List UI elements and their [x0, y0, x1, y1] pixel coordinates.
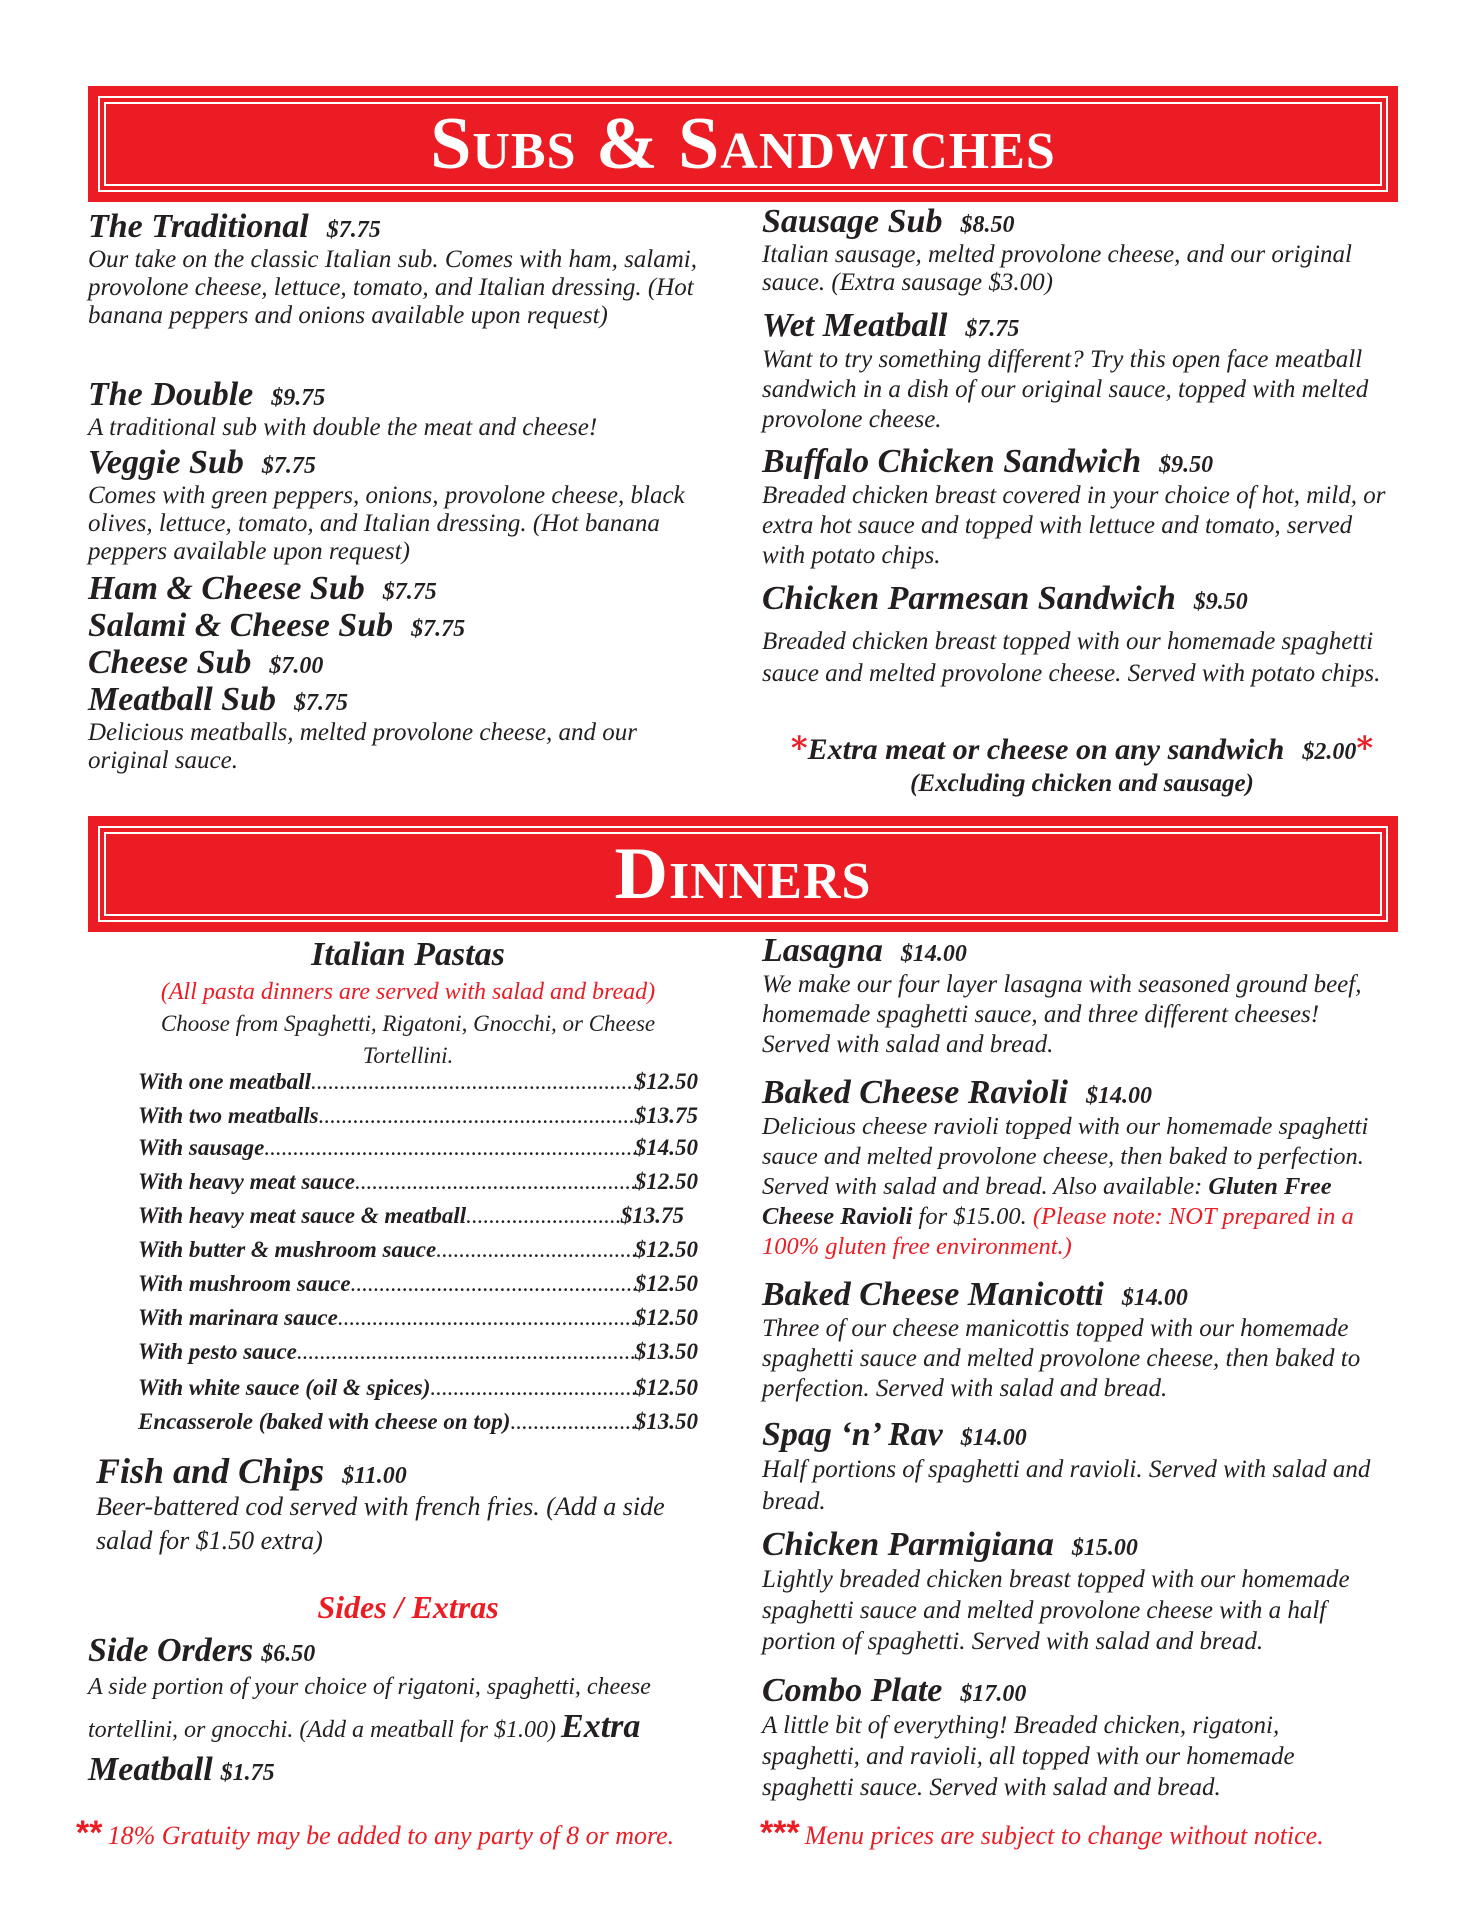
prices-note: Menu prices are subject to change without notice. — [804, 1821, 1324, 1850]
gluten-free-label: Gluten Free Cheese Ravioli — [762, 1173, 1332, 1230]
item-description: Our take on the classic Italian sub. Comes with ham, salami, provolone cheese, lettuce, tomato, and Italian dressing. (Hot banana peppers and onions available upon request) — [88, 246, 697, 329]
extra-meatball-name: Extra Meatball — [88, 1708, 641, 1788]
item-price: $11.00 — [342, 1463, 407, 1489]
sides-heading-text: Sides / Extras — [317, 1589, 499, 1625]
item-name: Chicken Parmesan Sandwich — [762, 580, 1176, 617]
dinners-banner — [88, 816, 1398, 932]
item-name: Baked Cheese Ravioli — [762, 1074, 1068, 1111]
sides-heading — [128, 1588, 688, 1626]
item-description: Want to try something different? Try this open face meatball sandwich in a dish of our original sauce, topped with melted provolone cheese. — [762, 346, 1369, 433]
menu-item — [762, 1526, 1402, 1657]
item-description: Comes with green peppers, onions, provolone cheese, black olives, lettuce, tomato, and Italian dressing. (Hot banana peppers available upon request) — [88, 482, 685, 565]
footer-left — [76, 1814, 674, 1853]
menu-item — [762, 203, 1362, 297]
item-description: A side portion of your choice of rigatoni, spaghetti, cheese tortellini, or gnocchi. (Add a meatball for $1.00) — [88, 1674, 651, 1743]
footer-right — [760, 1814, 1324, 1853]
list-item: With sausage ..... $14.50 — [138, 1134, 698, 1162]
item-description: We make our four layer lasagna with seasoned ground beef, homemade spaghetti sauce, and three different cheeses! Served with salad and bread. — [762, 971, 1362, 1058]
menu-item — [88, 607, 465, 645]
item-name: Spag ‘n’ Rav — [762, 1416, 943, 1453]
gratuity-note: 18% Gratuity may be added to any party of 8 or more. — [107, 1821, 675, 1850]
item-name: Veggie Sub — [88, 444, 244, 481]
item-price: $7.75 — [382, 579, 437, 605]
menu-item — [762, 932, 1362, 1060]
menu-item — [88, 376, 728, 442]
subs-banner — [88, 86, 1398, 202]
item-price: $9.50 — [1159, 452, 1214, 478]
item-name: Meatball Sub — [88, 681, 276, 718]
item-name: Baked Cheese Manicotti — [762, 1276, 1104, 1313]
gluten-free-note: (Please note: NOT prepared in a 100% gluten free environment.) — [762, 1203, 1354, 1260]
list-item: With white sauce (oil & spices) ..... $12.50 — [138, 1374, 698, 1402]
item-price: $6.50 — [261, 1641, 316, 1667]
item-price: $8.50 — [960, 212, 1015, 238]
item-price: $14.00 — [1085, 1083, 1152, 1109]
list-item: With butter & mushroom sauce ..... $12.50 — [138, 1236, 698, 1264]
subs-banner-title: Subs & Sandwiches — [430, 102, 1056, 185]
pastas-heading: Italian Pastas — [311, 936, 505, 973]
item-name: Combo Plate — [762, 1672, 943, 1709]
extra-note-price: $2.00 — [1302, 739, 1357, 765]
menu-item — [762, 1672, 1362, 1803]
pastas-choose: Choose from Spaghetti, Rigatoni, Gnocchi, or Cheese Tortellini. — [160, 1011, 656, 1068]
menu-item — [762, 307, 1372, 435]
item-name: Salami & Cheese Sub — [88, 607, 394, 644]
item-price: $7.75 — [261, 453, 316, 479]
item-description — [762, 1112, 1402, 1262]
ravioli-desc: Delicious cheese ravioli topped with our homemade spaghetti sauce and melted provolone cheese, then baked to perfection. Served with salad and bread. Also available: — [762, 1113, 1369, 1200]
item-description: Breaded chicken breast covered in your choice of hot, mild, or extra hot sauce and topped with lettuce and tomato, served with potato chips. — [762, 482, 1386, 569]
footer-stars: ** — [76, 1814, 103, 1852]
item-price: $7.75 — [965, 316, 1020, 342]
item-name: Sausage Sub — [762, 203, 943, 240]
gluten-free-price: for $15.00. — [918, 1203, 1027, 1230]
list-item: With pesto sauce ..... $13.50 — [138, 1338, 698, 1366]
item-name: Wet Meatball — [762, 307, 948, 344]
item-name: Chicken Parmigiana — [762, 1526, 1054, 1563]
item-price: $14.00 — [1121, 1285, 1188, 1311]
item-name: Cheese Sub — [88, 644, 252, 681]
item-description: Beer-battered cod served with french fries. (Add a side salad for $1.50 extra) — [96, 1492, 665, 1555]
menu-item — [88, 681, 708, 775]
menu-item — [762, 1416, 1382, 1518]
extra-meat-note — [762, 729, 1402, 799]
star-icon: * — [790, 729, 808, 767]
item-name: Side Orders — [88, 1632, 254, 1669]
item-description: Breaded chicken breast topped with our homemade spaghetti sauce and melted provolone cheese. Served with potato chips. — [762, 628, 1381, 687]
menu-item — [88, 570, 437, 608]
list-item: With heavy meat sauce ..... $12.50 — [138, 1168, 698, 1196]
menu-item — [762, 580, 1392, 690]
item-price: $15.00 — [1071, 1535, 1138, 1561]
list-item: With heavy meat sauce & meatball ..... $13.75 — [138, 1202, 684, 1230]
item-description: Italian sausage, melted provolone cheese, and our original sauce. (Extra sausage $3.00) — [762, 241, 1352, 296]
item-name: The Double — [88, 376, 254, 413]
pastas-note: (All pasta dinners are served with salad and bread) — [160, 979, 656, 1005]
item-price: $14.00 — [960, 1425, 1027, 1451]
menu-item — [762, 1276, 1382, 1404]
item-price: $9.75 — [271, 385, 326, 411]
item-price: $7.00 — [269, 653, 324, 679]
item-description: A little bit of everything! Breaded chicken, rigatoni, spaghetti, and ravioli, all topped with our homemade spaghetti sauce. Served with salad and bread. — [762, 1712, 1295, 1801]
item-description: Delicious meatballs, melted provolone cheese, and our original sauce. — [88, 719, 637, 774]
item-name: Ham & Cheese Sub — [88, 570, 365, 607]
extra-note-text: Extra meat or cheese on any sandwich — [807, 733, 1285, 766]
pasta-list — [138, 1068, 698, 1434]
sides-description-block — [88, 1670, 718, 1794]
item-description: Three of our cheese manicottis topped with our homemade spaghetti sauce and melted provolone cheese, then baked to perfection. Served with salad and bread. — [762, 1315, 1361, 1402]
menu-item — [88, 208, 728, 330]
menu-item — [762, 443, 1392, 571]
menu-item — [88, 444, 728, 566]
footer-stars: *** — [760, 1814, 800, 1852]
list-item: With mushroom sauce ..... $12.50 — [138, 1270, 698, 1298]
menu-item — [88, 1632, 728, 1794]
item-price: $7.75 — [293, 690, 348, 716]
pastas-header — [128, 934, 688, 1072]
dinners-banner-title: Dinners — [614, 832, 872, 915]
item-price: $14.00 — [900, 941, 967, 967]
menu-item — [88, 644, 323, 682]
list-item: With two meatballs ..... $13.75 — [138, 1102, 698, 1130]
list-item: Encasserole (baked with cheese on top) ..... $13.50 — [138, 1408, 698, 1436]
item-price: $7.75 — [326, 217, 381, 243]
menu-item — [762, 1074, 1402, 1262]
item-description: Lightly breaded chicken breast topped with our homemade spaghetti sauce and melted provolone cheese with a half portion of spaghetti. Served with salad and bread. — [762, 1566, 1350, 1655]
item-description: Half portions of spaghetti and ravioli. Served with salad and bread. — [762, 1456, 1371, 1515]
list-item: With marinara sauce ..... $12.50 — [138, 1304, 698, 1332]
item-price: $17.00 — [960, 1681, 1027, 1707]
item-name: Lasagna — [762, 932, 883, 969]
item-price: $9.50 — [1193, 589, 1248, 615]
item-description: A traditional sub with double the meat and cheese! — [88, 414, 598, 441]
item-name: Fish and Chips — [96, 1451, 325, 1491]
item-name: The Traditional — [88, 208, 309, 245]
list-item: With one meatball ..... $12.50 — [138, 1068, 698, 1096]
item-name: Buffalo Chicken Sandwich — [762, 443, 1142, 480]
extra-note-subtext: (Excluding chicken and sausage) — [910, 770, 1254, 797]
item-price: $7.75 — [411, 616, 466, 642]
extra-meatball-price: $1.75 — [220, 1760, 275, 1786]
menu-item — [96, 1452, 716, 1558]
star-icon: * — [1356, 729, 1374, 767]
